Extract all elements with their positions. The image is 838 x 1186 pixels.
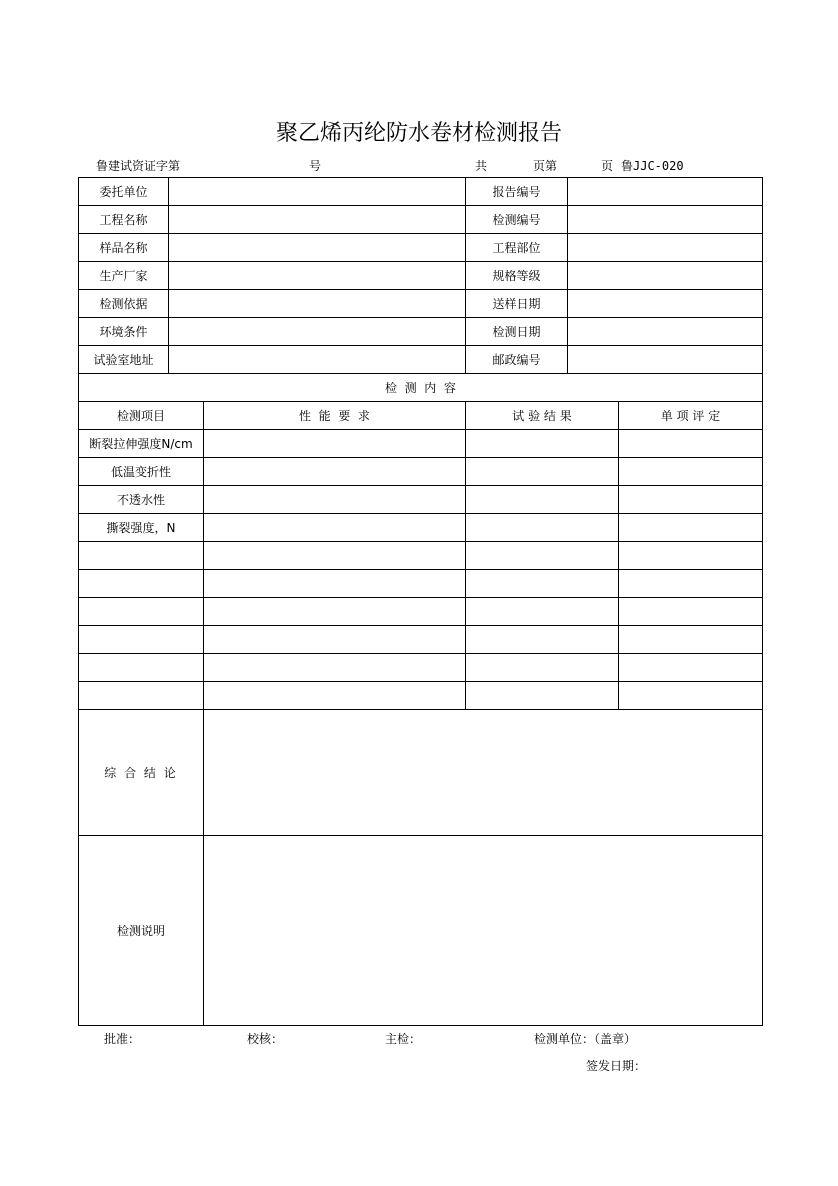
page-end-label: 页 <box>601 159 614 173</box>
conclusion-label: 综 合 结 论 <box>79 710 204 836</box>
test-row <box>79 486 763 514</box>
result-cell[interactable] <box>466 486 619 514</box>
test-row <box>79 458 763 486</box>
requirement-cell[interactable] <box>204 514 466 542</box>
info-value-cell[interactable] <box>169 206 466 234</box>
info-row <box>79 346 763 374</box>
inspector-label: 主检： <box>385 1032 422 1046</box>
requirement-cell[interactable] <box>204 458 466 486</box>
info-label: 检测编号 <box>466 206 568 234</box>
info-row <box>79 318 763 346</box>
info-value-cell[interactable] <box>568 206 763 234</box>
requirement-cell[interactable] <box>204 430 466 458</box>
test-row <box>79 682 763 710</box>
requirement-cell[interactable] <box>204 682 466 710</box>
info-value-cell[interactable] <box>169 346 466 374</box>
test-item-label: 断裂拉伸强度N/cm <box>79 430 204 458</box>
info-value-cell[interactable] <box>568 262 763 290</box>
test-row <box>79 626 763 654</box>
test-item-label: 低温变折性 <box>79 458 204 486</box>
info-row <box>79 234 763 262</box>
evaluation-cell[interactable] <box>619 486 763 514</box>
test-row <box>79 542 763 570</box>
col-header-item: 检测项目 <box>79 402 204 430</box>
test-item-label[interactable] <box>79 598 204 626</box>
test-item-label[interactable] <box>79 654 204 682</box>
test-item-label[interactable] <box>79 626 204 654</box>
info-label: 生产厂家 <box>79 262 169 290</box>
info-value-cell[interactable] <box>169 262 466 290</box>
review-label: 校核： <box>247 1032 284 1046</box>
test-row <box>79 570 763 598</box>
result-cell[interactable] <box>466 430 619 458</box>
info-row <box>79 206 763 234</box>
info-value-cell[interactable] <box>568 234 763 262</box>
info-value-cell[interactable] <box>169 234 466 262</box>
info-label: 委托单位 <box>79 178 169 206</box>
test-row <box>79 430 763 458</box>
requirement-cell[interactable] <box>204 486 466 514</box>
total-pages-label: 共 <box>475 159 488 173</box>
page-of-label: 页第 <box>533 159 558 173</box>
evaluation-cell[interactable] <box>619 682 763 710</box>
info-value-cell[interactable] <box>169 318 466 346</box>
info-label: 样品名称 <box>79 234 169 262</box>
section-header: 检 测 内 容 <box>79 374 763 402</box>
approve-label: 批准： <box>104 1032 141 1046</box>
result-cell[interactable] <box>466 458 619 486</box>
doc-number-suffix: 号 <box>309 159 322 173</box>
info-label: 试验室地址 <box>79 346 169 374</box>
result-cell[interactable] <box>466 654 619 682</box>
info-value-cell[interactable] <box>568 346 763 374</box>
info-label: 工程部位 <box>466 234 568 262</box>
result-cell[interactable] <box>466 514 619 542</box>
evaluation-cell[interactable] <box>619 458 763 486</box>
test-item-label[interactable] <box>79 542 204 570</box>
report-form-table <box>78 177 763 1026</box>
evaluation-cell[interactable] <box>619 626 763 654</box>
test-item-label[interactable] <box>79 682 204 710</box>
info-label: 检测日期 <box>466 318 568 346</box>
result-cell[interactable] <box>466 682 619 710</box>
test-item-label[interactable] <box>79 570 204 598</box>
info-value-cell[interactable] <box>169 178 466 206</box>
issue-date-label: 签发日期： <box>586 1059 647 1073</box>
evaluation-cell[interactable] <box>619 542 763 570</box>
conclusion-row <box>79 710 763 836</box>
test-item-label: 撕裂强度，N <box>79 514 204 542</box>
info-label: 工程名称 <box>79 206 169 234</box>
info-value-cell[interactable] <box>568 318 763 346</box>
info-label: 规格等级 <box>466 262 568 290</box>
result-cell[interactable] <box>466 570 619 598</box>
info-value-cell[interactable] <box>169 290 466 318</box>
requirement-cell[interactable] <box>204 598 466 626</box>
col-header-result: 试 验 结 果 <box>466 402 619 430</box>
test-item-label: 不透水性 <box>79 486 204 514</box>
result-cell[interactable] <box>466 542 619 570</box>
info-value-cell[interactable] <box>568 178 763 206</box>
section-header-row <box>79 374 763 402</box>
info-label: 检测依据 <box>79 290 169 318</box>
conclusion-cell[interactable] <box>204 710 763 836</box>
evaluation-cell[interactable] <box>619 654 763 682</box>
requirement-cell[interactable] <box>204 654 466 682</box>
doc-prefix: 鲁建试资证字第 <box>96 159 181 173</box>
notes-row <box>79 836 763 1026</box>
result-cell[interactable] <box>466 598 619 626</box>
requirement-cell[interactable] <box>204 542 466 570</box>
evaluation-cell[interactable] <box>619 598 763 626</box>
info-label: 报告编号 <box>466 178 568 206</box>
col-header-evaluation: 单 项 评 定 <box>619 402 763 430</box>
info-row <box>79 290 763 318</box>
test-row <box>79 598 763 626</box>
evaluation-cell[interactable] <box>619 570 763 598</box>
info-label: 送样日期 <box>466 290 568 318</box>
result-cell[interactable] <box>466 626 619 654</box>
info-label: 邮政编号 <box>466 346 568 374</box>
notes-label: 检测说明 <box>79 836 204 1026</box>
requirement-cell[interactable] <box>204 570 466 598</box>
info-row <box>79 178 763 206</box>
form-code: 鲁JJC-020 <box>621 159 684 173</box>
info-row <box>79 262 763 290</box>
notes-cell[interactable] <box>204 836 763 1026</box>
requirement-cell[interactable] <box>204 626 466 654</box>
info-label: 环境条件 <box>79 318 169 346</box>
testing-unit-label: 检测单位：（盖章） <box>534 1032 637 1046</box>
test-row <box>79 514 763 542</box>
evaluation-cell[interactable] <box>619 514 763 542</box>
report-title: 聚乙烯丙纶防水卷材检测报告 <box>275 121 562 146</box>
test-header-row <box>79 402 763 430</box>
col-header-requirement: 性 能 要 求 <box>204 402 466 430</box>
info-value-cell[interactable] <box>568 290 763 318</box>
test-row <box>79 654 763 682</box>
evaluation-cell[interactable] <box>619 430 763 458</box>
